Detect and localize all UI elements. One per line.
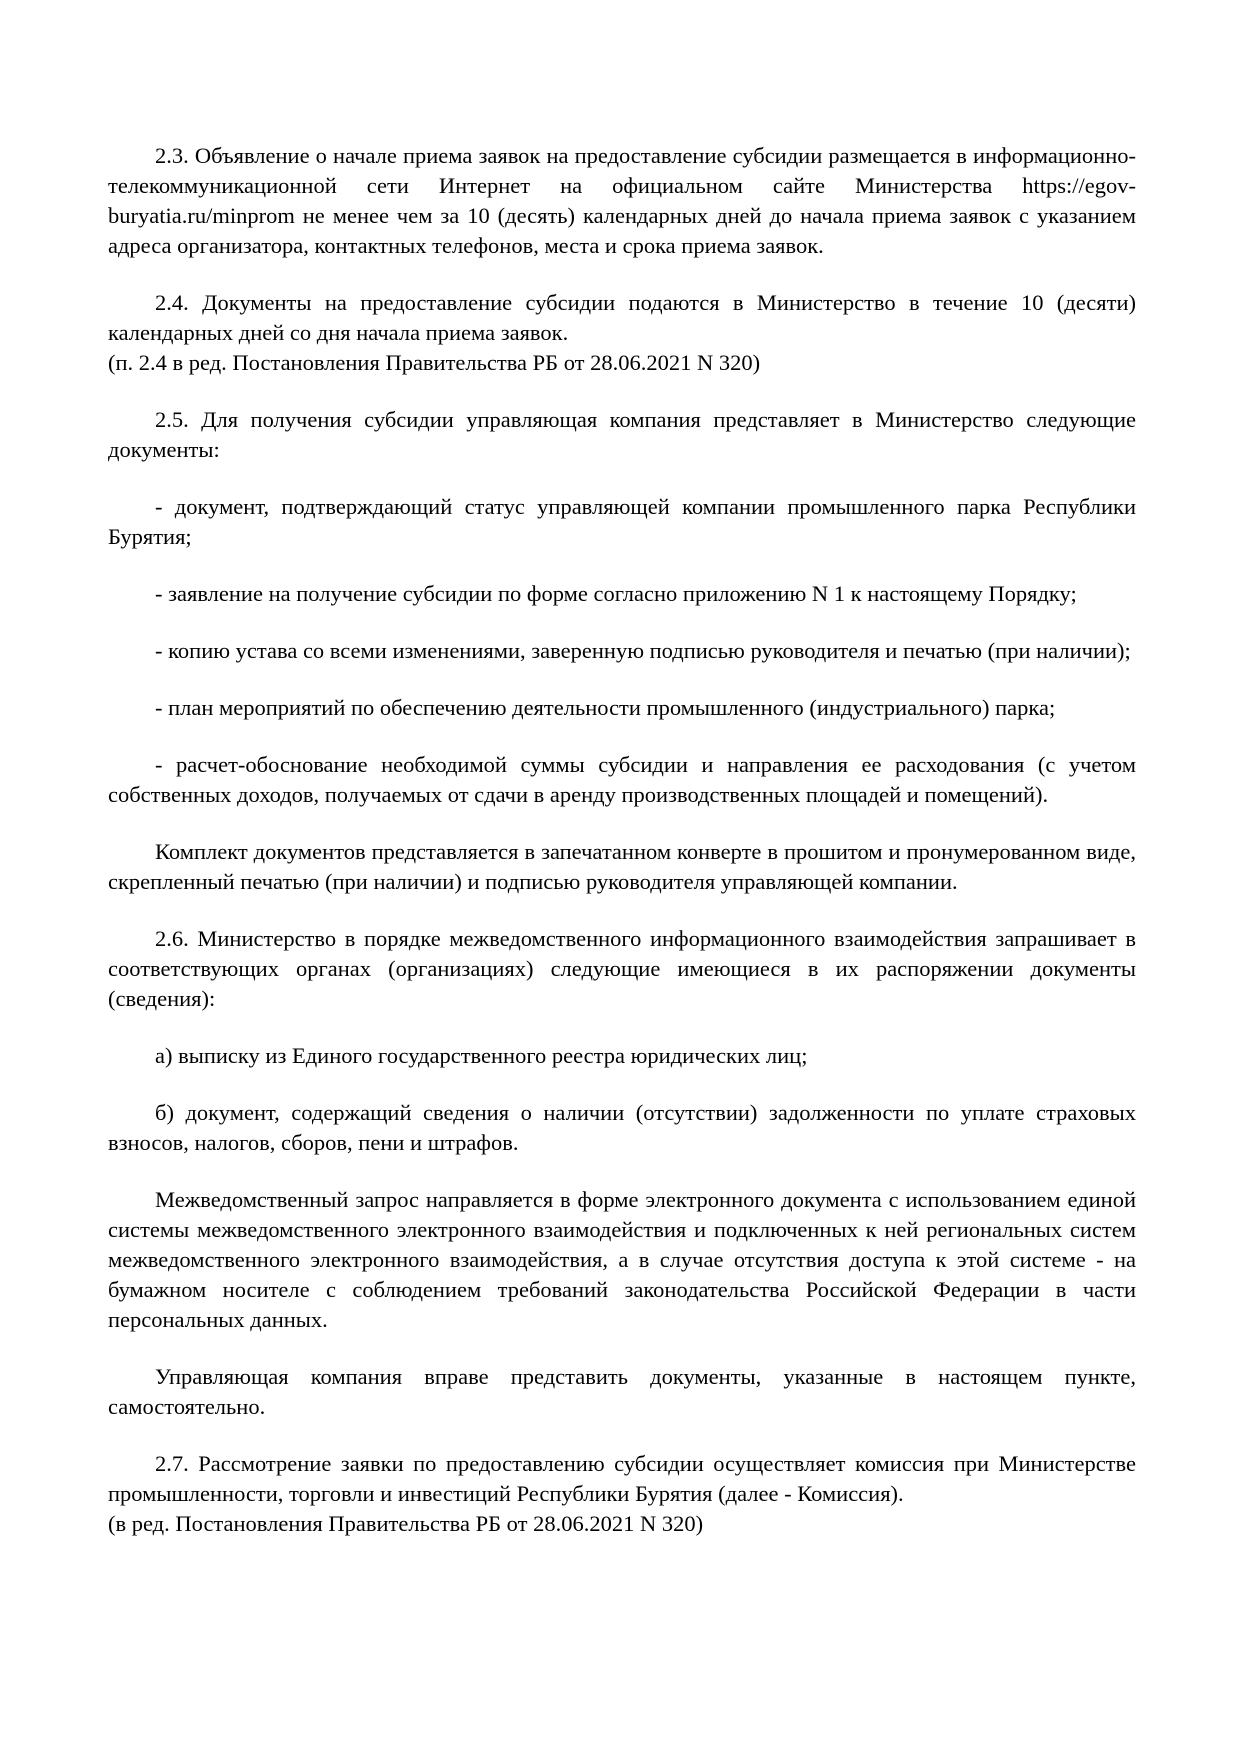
paragraph-2-5: 2.5. Для получения субсидии управляющая компания представляет в Министерство следующие документы: bbox=[108, 407, 1136, 462]
amendment-note-2-7: (в ред. Постановления Правительства РБ от 28.06.2021 N 320) bbox=[108, 1511, 704, 1536]
list-item-status-document: - документ, подтверждающий статус управляющей компании промышленного парка Республики Бурятия; bbox=[108, 494, 1136, 549]
paragraph-document-package: Комплект документов представляется в запечатанном конверте в прошитом и пронумерованном виде, скрепленный печатью (при наличии) и подписью руководителя управляющей компании. bbox=[108, 839, 1136, 894]
list-item-b-debt-info: б) документ, содержащий сведения о наличии (отсутствии) задолженности по уплате страховых взносов, налогов, сборов, пени и штрафов. bbox=[108, 1100, 1136, 1155]
paragraph-2-3: 2.3. Объявление о начале приема заявок на предоставление субсидии размещается в информационно-телекоммуникационной сети Интернет на официальном сайте Министерства https://egov-buryatia.ru/minprom не менее чем за 10 (десять) календарных дней до начала приема заявок с указанием адреса организатора, контактных телефонов, места и срока приема заявок. bbox=[108, 143, 1136, 258]
paragraph-self-submission: Управляющая компания вправе представить документы, указанные в настоящем пункте, самостоятельно. bbox=[108, 1364, 1136, 1419]
list-item-charter-copy: - копию устава со всеми изменениями, заверенную подписью руководителя и печатью (при наличии); bbox=[155, 638, 1131, 663]
amendment-note-2-4: (п. 2.4 в ред. Постановления Правительства РБ от 28.06.2021 N 320) bbox=[108, 350, 761, 375]
list-item-application: - заявление на получение субсидии по форме согласно приложению N 1 к настоящему Порядку; bbox=[155, 581, 1077, 606]
list-item-a-egrul-extract: а) выписку из Единого государственного реестра юридических лиц; bbox=[155, 1043, 808, 1068]
paragraph-2-7: 2.7. Рассмотрение заявки по предоставлению субсидии осуществляет комиссия при Министерстве промышленности, торговли и инвестиций Республики Бурятия (далее - Комиссия). bbox=[108, 1451, 1136, 1506]
paragraph-2-6: 2.6. Министерство в порядке межведомственного информационного взаимодействия запрашивает в соответствующих органах (организациях) следующие имеющиеся в их распоряжении документы (сведения): bbox=[108, 926, 1136, 1011]
paragraph-interagency-request: Межведомственный запрос направляется в форме электронного документа с использованием единой системы межведомственного электронного взаимодействия и подключенных к ней региональных систем межведомственного электронного взаимодействия, а в случае отсутствия доступа к этой системе - на бумажном носителе с соблюдением требований законодательства Российской Федерации в части персональных данных. bbox=[108, 1187, 1136, 1332]
list-item-action-plan: - план мероприятий по обеспечению деятельности промышленного (индустриального) парка; bbox=[155, 695, 1056, 720]
paragraph-2-4: 2.4. Документы на предоставление субсидии подаются в Министерство в течение 10 (десяти) календарных дней со дня начала приема заявок. bbox=[108, 290, 1136, 345]
list-item-calculation: - расчет-обоснование необходимой суммы субсидии и направления ее расходования (с учетом собственных доходов, получаемых от сдачи в аренду производственных площадей и помещений). bbox=[108, 752, 1136, 807]
